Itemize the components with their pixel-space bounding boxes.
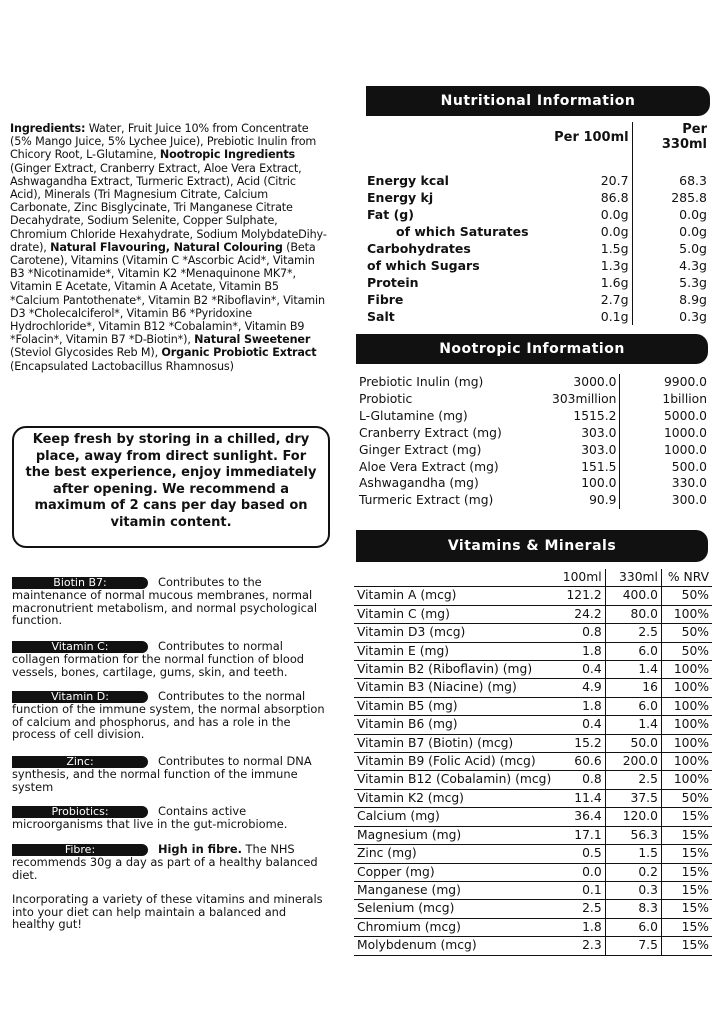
- benefit-probiotics: [12, 805, 330, 831]
- table-row: of which Saturates 0.0g 0.0g: [364, 223, 710, 240]
- benefit-bold-text: High in fibre.: [158, 842, 242, 856]
- table-cell: 15%: [661, 863, 712, 881]
- benefit-vitamin-d: [12, 690, 330, 741]
- benefit-biotin: [12, 576, 330, 627]
- column-header-330ml: 330ml: [605, 569, 661, 587]
- benefit-label: Vitamin C:: [12, 641, 148, 653]
- benefit-label: Vitamin D:: [12, 691, 148, 703]
- ingredients-part-1: Water, Fruit Juice 10% from Concentrate (5% Mango Juice, 5% Lychee Juice), Prebiotic Inulin from Chicory Root, L-Glutamine,: [10, 122, 317, 162]
- table-cell: Vitamin B3 (Niacine) (mg): [354, 679, 554, 697]
- benefit-fibre: [12, 843, 330, 881]
- table-cell: 2.3: [554, 937, 605, 955]
- ingredients-text: [10, 122, 328, 373]
- table-cell: 0.8: [554, 624, 605, 642]
- table-cell: 2.5: [605, 624, 661, 642]
- table-cell: Manganese (mg): [354, 881, 554, 899]
- probiotic-extract-label: Organic Probiotic Extract: [161, 346, 317, 360]
- table-cell: 15%: [661, 881, 712, 899]
- sweetener-label: Natural Sweetener: [194, 333, 311, 347]
- table-cell: 15%: [661, 845, 712, 863]
- table-row: [354, 624, 712, 642]
- table-cell: 8.3: [605, 900, 661, 918]
- table-cell: 100%: [661, 771, 712, 789]
- table-cell: 100%: [661, 697, 712, 715]
- table-cell: 100%: [661, 753, 712, 771]
- table-row: [354, 937, 712, 955]
- table-cell: Vitamin B5 (mg): [354, 697, 554, 715]
- nootropic-ingredients-label: Nootropic Ingredients: [159, 148, 296, 162]
- table-cell: 0.8: [554, 771, 605, 789]
- table-cell: 60.6: [554, 753, 605, 771]
- table-cell: 0.2: [605, 863, 661, 881]
- table-cell: 0.4: [554, 661, 605, 679]
- table-row: Fat (g) 0.0g 0.0g: [364, 206, 710, 223]
- table-row: [354, 863, 712, 881]
- table-cell: Vitamin A (mcg): [354, 587, 554, 605]
- ingredients-part-4: (Steviol Glycosides Reb M),: [10, 346, 162, 360]
- table-cell: 15%: [661, 900, 712, 918]
- table-cell: 1.8: [554, 642, 605, 660]
- table-cell: 200.0: [605, 753, 661, 771]
- table-cell: 1.4: [605, 661, 661, 679]
- table-row: Probiotic 303million 1billion: [356, 391, 710, 408]
- table-cell: Vitamin B2 (Riboflavin) (mg): [354, 661, 554, 679]
- table-cell: Vitamin B7 (Biotin) (mcg): [354, 734, 554, 752]
- table-cell: 100%: [661, 605, 712, 623]
- ingredients-part-2: (Ginger Extract, Cranberry Extract, Aloe Vera Extract, Ashwagandha Extract, Turmeric Extract), Acid (Citric Acid), Minerals (Tri Magnesium Citrate, Calcium Carbonate, Zinc Bisglycinate, Tri Manganese Citrate Decahydrate, Sodium Selenite, Copper Sulphate, Chromium Chloride Hexahydrate, Sodium MolybdateDihy-drate),: [10, 161, 327, 254]
- table-cell: Vitamin B6 (mg): [354, 716, 554, 734]
- nutritional-table: [364, 122, 710, 325]
- table-row: [354, 605, 712, 623]
- vitamins-minerals-header: Vitamins & Minerals: [356, 530, 708, 562]
- table-cell: 1.5: [605, 845, 661, 863]
- table-row: Carbohydrates 1.5g 5.0g: [364, 240, 710, 257]
- table-cell: 6.0: [605, 697, 661, 715]
- table-cell: 36.4: [554, 808, 605, 826]
- table-cell: Vitamin C (mg): [354, 605, 554, 623]
- table-row: [354, 789, 712, 807]
- closing-text: Incorporating a variety of these vitamins and minerals into your diet can help maintain a balanced and healthy gut!: [12, 892, 323, 932]
- table-cell: Chromium (mcg): [354, 918, 554, 936]
- benefit-text: Contributes to the normal function of the immune system, the normal absorption of calcium and phosphorus, and has a role in the process of cell division.: [12, 689, 325, 742]
- table-row: [354, 679, 712, 697]
- storage-instructions-box: [12, 426, 330, 548]
- table-row: Ginger Extract (mg) 303.0 1000.0: [356, 442, 710, 459]
- table-cell: 100%: [661, 679, 712, 697]
- table-cell: Magnesium (mg): [354, 826, 554, 844]
- table-row: L-Glutamine (mg) 1515.2 5000.0: [356, 408, 710, 425]
- table-cell: 15.2: [554, 734, 605, 752]
- table-cell: 24.2: [554, 605, 605, 623]
- table-cell: Vitamin D3 (mcg): [354, 624, 554, 642]
- flavouring-label: Natural Flavouring, Natural Colouring: [50, 240, 283, 254]
- table-row: [354, 771, 712, 789]
- benefit-text: Contributes to the maintenance of normal mucous membranes, normal macronutrient metabolism, and normal psychological function.: [12, 575, 318, 628]
- table-cell: 1.4: [605, 716, 661, 734]
- benefit-label: Probiotics:: [12, 806, 148, 818]
- vitamins-minerals-table: [354, 569, 712, 956]
- table-row: [354, 900, 712, 918]
- benefit-text: Contributes to normal DNA synthesis, and the normal function of the immune system: [12, 754, 312, 794]
- table-cell: Copper (mg): [354, 863, 554, 881]
- nootropic-information-header: Nootropic Information: [356, 334, 708, 364]
- table-cell: Calcium (mg): [354, 808, 554, 826]
- table-row: [354, 881, 712, 899]
- benefit-text: Contains active microorganisms that live in the gut-microbiome.: [12, 804, 288, 831]
- table-cell: 4.9: [554, 679, 605, 697]
- table-row: Energy kj 86.8 285.8: [364, 189, 710, 206]
- table-row: [354, 697, 712, 715]
- table-cell: 15%: [661, 808, 712, 826]
- nutritional-table-header-row: [364, 122, 710, 152]
- table-cell: Vitamin E (mg): [354, 642, 554, 660]
- ingredients-part-3: (Beta Carotene), Vitamins (Vitamin C *Ascorbic Acid*, Vitamin B3 *Nicotinamide*, Vitamin K2 *Menaquinone MK7*, Vitamin E Acetate, Vitamin A Acetate, Vitamin B5 *Calcium Pantothenate*, Vitamin B2 *Riboflavin*, Vitamin D3 *Cholecalciferol*, Vitamin B6 *Pyridoxine Hydrochloride*, Vitamin B12 *Cobalamin*, Vitamin B9 *Folacin*, Vitamin B7 *D-Biotin*),: [10, 240, 325, 347]
- benefit-zinc: [12, 755, 330, 793]
- table-cell: 100%: [661, 716, 712, 734]
- table-cell: 15%: [661, 918, 712, 936]
- ingredients-part-5: (Encapsulated Lactobacillus Rhamnosus): [10, 359, 234, 373]
- storage-instructions-text: Keep fresh by storing in a chilled, dry place, away from direct sunlight. For the best experience, enjoy immediately after opening. We recommend a maximum of 2 cans per day based on vitamin content.: [25, 432, 317, 530]
- table-cell: 0.3: [605, 881, 661, 899]
- table-row: Salt 0.1g 0.3g: [364, 308, 710, 325]
- table-row: [354, 753, 712, 771]
- table-row: Protein 1.6g 5.3g: [364, 274, 710, 291]
- table-cell: 15%: [661, 826, 712, 844]
- table-row: Turmeric Extract (mg) 90.9 300.0: [356, 492, 710, 509]
- table-cell: 100%: [661, 734, 712, 752]
- vitamins-table-header-row: [354, 569, 712, 587]
- table-row: [354, 845, 712, 863]
- table-cell: 0.5: [554, 845, 605, 863]
- table-row: [354, 587, 712, 605]
- table-cell: 6.0: [605, 918, 661, 936]
- table-cell: 50%: [661, 642, 712, 660]
- table-cell: 50.0: [605, 734, 661, 752]
- table-row: [354, 642, 712, 660]
- table-row: [354, 826, 712, 844]
- nutritional-information-header: Nutritional Information: [366, 86, 710, 116]
- table-cell: 11.4: [554, 789, 605, 807]
- table-cell: 2.5: [554, 900, 605, 918]
- table-cell: 50%: [661, 587, 712, 605]
- table-row: [354, 716, 712, 734]
- benefit-vitamin-c: [12, 640, 330, 678]
- table-cell: 37.5: [605, 789, 661, 807]
- table-cell: Molybdenum (mcg): [354, 937, 554, 955]
- benefit-text: Contributes to normal collagen formation for the normal function of blood vessels, bones, cartilage, gums, skin, and teeth.: [12, 639, 305, 679]
- benefit-label: Biotin B7:: [12, 577, 148, 589]
- table-cell: 100%: [661, 661, 712, 679]
- table-row: Fibre 2.7g 8.9g: [364, 291, 710, 308]
- table-cell: 0.4: [554, 716, 605, 734]
- table-cell: 120.0: [605, 808, 661, 826]
- table-cell: 0.1: [554, 881, 605, 899]
- table-cell: 6.0: [605, 642, 661, 660]
- table-cell: 17.1: [554, 826, 605, 844]
- column-header-100ml: 100ml: [554, 569, 605, 587]
- ingredients-label: Ingredients:: [10, 122, 86, 135]
- nootropic-table: [356, 374, 710, 509]
- benefit-text: The NHS recommends 30g a day as part of a healthy balanced diet.: [12, 842, 318, 882]
- benefit-label: Fibre:: [12, 844, 148, 856]
- table-row: Energy kcal 20.7 68.3: [364, 172, 710, 189]
- table-row: Cranberry Extract (mg) 303.0 1000.0: [356, 425, 710, 442]
- table-row: [354, 734, 712, 752]
- table-cell: 80.0: [605, 605, 661, 623]
- table-row: [354, 808, 712, 826]
- table-cell: 16: [605, 679, 661, 697]
- column-header-per-100ml: Per 100ml: [554, 129, 629, 145]
- table-cell: Selenium (mcg): [354, 900, 554, 918]
- table-cell: Zinc (mg): [354, 845, 554, 863]
- table-row: [354, 661, 712, 679]
- table-cell: 2.5: [605, 771, 661, 789]
- table-cell: 400.0: [605, 587, 661, 605]
- table-cell: 15%: [661, 937, 712, 955]
- table-cell: 50%: [661, 789, 712, 807]
- table-row: Aloe Vera Extract (mg) 151.5 500.0: [356, 459, 710, 476]
- table-row: Prebiotic Inulin (mg) 3000.0 9900.0: [356, 374, 710, 391]
- table-row: Ashwagandha (mg) 100.0 330.0: [356, 475, 710, 492]
- table-cell: 1.8: [554, 697, 605, 715]
- table-row: of which Sugars 1.3g 4.3g: [364, 257, 710, 274]
- table-cell: Vitamin B9 (Folic Acid) (mcg): [354, 753, 554, 771]
- table-cell: Vitamin K2 (mcg): [354, 789, 554, 807]
- table-cell: 121.2: [554, 587, 605, 605]
- table-cell: 56.3: [605, 826, 661, 844]
- table-cell: Vitamin B12 (Cobalamin) (mcg): [354, 771, 554, 789]
- benefit-label: Zinc:: [12, 756, 148, 768]
- table-cell: 7.5: [605, 937, 661, 955]
- table-row: [354, 918, 712, 936]
- column-header-nrv: % NRV: [661, 569, 712, 587]
- column-header-per-330ml: Per 330ml: [632, 122, 710, 152]
- table-cell: 0.0: [554, 863, 605, 881]
- table-cell: 1.8: [554, 918, 605, 936]
- table-cell: 50%: [661, 624, 712, 642]
